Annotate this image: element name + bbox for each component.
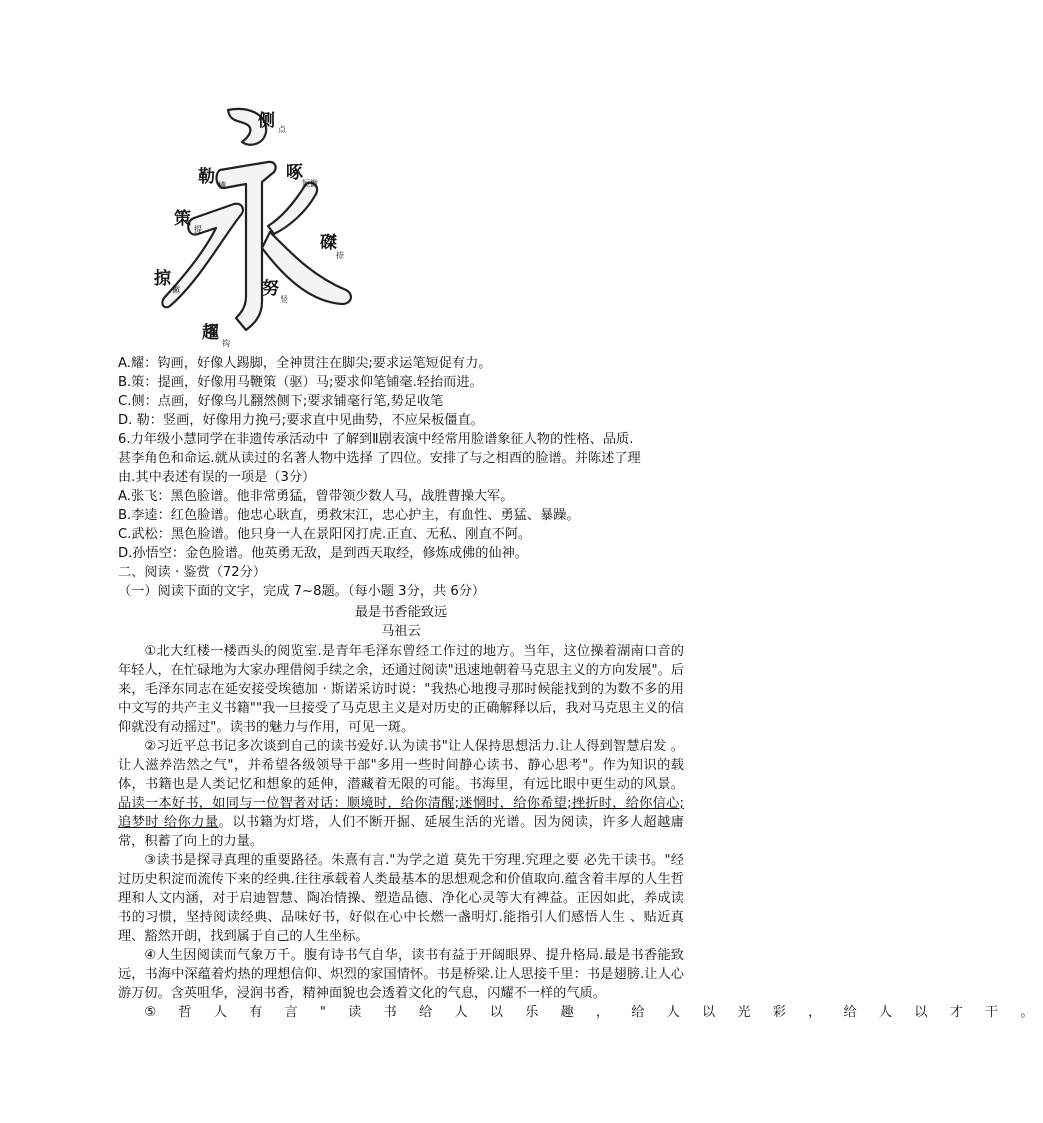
paragraph-5: ⑤ 哲 人 有 言 " 读 书 给 人 以 乐 趣 ， 给 人 以 光 彩 ， 给 人 以 才 干 。 xyxy=(144,1005,1043,1020)
figure-label-small: 提 xyxy=(194,225,202,234)
article-author: 马祖云 xyxy=(381,624,421,639)
q5-option-c: C.侧：点画，好像鸟儿翻然侧下;要求铺毫行笔,势足收笔 xyxy=(118,394,444,409)
q6-option-b: B.李逵：红色脸谱。他忠心耿直，勇救宋江，忠心护主，有血性、勇猛、暴躁。 xyxy=(118,508,580,523)
figure-label-small: 点 xyxy=(278,125,286,134)
paragraph-2-text-after: 。以书籍为灯塔，人们不断开掘、延展生活的光谱。因为阅读，许多人超越庸常，积蓄了向上的力量。 xyxy=(118,815,684,849)
figure-label-ce xyxy=(258,110,287,134)
figure-label-lue xyxy=(154,268,180,294)
article-title: 最是书香能致远 xyxy=(354,605,448,620)
q5-option-b: B.策：提画，好像用马鞭策（驱）马;要求仰笔铺毫.轻抬而进。 xyxy=(118,375,483,390)
q6-stem-line-3: 由.其中表述有误的一项是（3分） xyxy=(118,470,316,485)
paragraph-4: ④人生因阅读而气象万千。腹有诗书气自华，读书有益于开阔眼界、提升格局.最是书香能致远，书海中深蕴着灼热的理想信仰、炽烈的家国情怀。书是桥梁.让人思接千里：书是翅膀.让人心游万仞。含英咀华，浸润书香，精神面貌也会透着文化的气息，闪耀不一样的气质。 xyxy=(118,948,684,1001)
section-subheading: （一）阅读下面的文字，完成 7~8题。（每小题 3分，共 6分） xyxy=(118,584,486,599)
figure-label-big: 掠 xyxy=(154,269,171,289)
yong-character-figure xyxy=(150,92,370,352)
figure-label-small: 撇 xyxy=(172,285,180,294)
figure-label-big: 啄 xyxy=(286,163,303,183)
figure-label-small: 捺 xyxy=(336,251,344,260)
figure-label-big: 策 xyxy=(174,209,191,229)
q6-option-d: D.孙悟空：金色脸谱。他英勇无敌，是到西天取经，修炼成佛的仙神。 xyxy=(118,546,528,561)
figure-label-big: 努 xyxy=(262,279,279,299)
q6-option-c: C.武松：黑色脸谱。他只身一人在景阳冈打虎.正直、无私、刚直不阿。 xyxy=(118,527,532,542)
q5-option-d: D. 勒：竖画，好像用力挽弓;要求直中见曲势，不应呆板僵直。 xyxy=(118,413,484,428)
paragraph-1: ①北大红楼一楼西头的阅览室.是青年毛泽东曾经工作过的地方。当年，这位操着湖南口音的年轻人，在忙碌地为大家办理借阅手续之余，还通过阅读"迅速地朝着马克思主义的方向发展"。后来，毛泽东同志在延安接受埃德加 · 斯诺采访时说："我热心地搜寻那时候能找到的为数不多的用中文写的共产主义书籍""我一旦接受了马克思主义是对历史的正确解释以后，我对马克思主义的信仰就没有动摇过"。读书的魅力与作用，可见一斑。 xyxy=(118,644,685,735)
section-heading: 二、阅读 · 鉴赏（72分） xyxy=(118,565,267,580)
q6-stem-line-1: 6.力年级小慧同学在非遗传承活动中 了解到Ⅱ剧表演中经常用脸谱象征人物的性格、品质. xyxy=(118,432,634,447)
question-content xyxy=(118,354,1043,1022)
paragraph-2 xyxy=(118,737,684,851)
figure-label-small: 竖 xyxy=(280,295,288,304)
figure-label-big: 勒 xyxy=(198,167,215,187)
q6-option-a: A.张飞：黑色脸谱。他非常勇猛，曾带领少数人马，战胜曹操大军。 xyxy=(118,489,514,504)
figure-label-big: 侧 xyxy=(258,111,275,131)
figure-label-small: 短撇 xyxy=(302,179,318,188)
figure-label-big: 趯 xyxy=(202,323,219,343)
paragraph-3: ③读书是探寻真理的重要路径。朱熹有言."为学之道 莫先干穷理.究理之要 必先干读书。"经过历史积淀而流传下来的经典.往往承载着人类最基本的思想观念和价值取向.蕴含着丰厚的人生哲理和人文内涵，对于启迪智慧、陶冶情操、塑造品德、净化心灵等大有裨益。正因如此，养成读书的习惯，坚持阅读经典、品味好书，好似在心中长燃一盏明灯.能指引人们感悟人生 、贴近真理、豁然开朗，找到属于自己的人生坐标。 xyxy=(118,853,684,944)
figure-label-zhuo xyxy=(286,162,318,188)
paragraph-2-underlined-sentence: 品读一本好书，如同与一位智者对话：顺境时，给你清醒;迷惘时，给你希望;挫折时，给你信心;追梦时 给你力量 xyxy=(118,796,684,830)
figure-label-small: 横 xyxy=(218,181,226,190)
figure-label-small: 钩 xyxy=(222,339,230,348)
paragraph-2-text-before: ②习近平总书记多次谈到自己的读书爱好.认为读书"让人保持思想活力.让人得到智慧启发 。让人滋养浩然之气"，并希望各级领导干部"多用一些时间静心读书、静心思考"。作为知识的载体，书籍也是人类记忆和想象的延伸，潜藏着无限的可能。书海里，有远比眼中更生动的风景。 xyxy=(118,739,684,792)
figure-label-nu xyxy=(262,278,288,304)
q5-option-a: A.耀：钩画，好像人踢脚，全神贯注在脚尖;要求运笔短促有力。 xyxy=(118,356,492,371)
q6-stem-line-2: 甚李角色和命运.就从读过的名著人物中选择 了四位。安排了与之相酉的脸谱。并陈述了理 xyxy=(118,451,641,466)
figure-label-zhe xyxy=(320,232,344,260)
figure-label-big: 磔 xyxy=(320,233,337,253)
figure-label-ti xyxy=(202,322,230,348)
